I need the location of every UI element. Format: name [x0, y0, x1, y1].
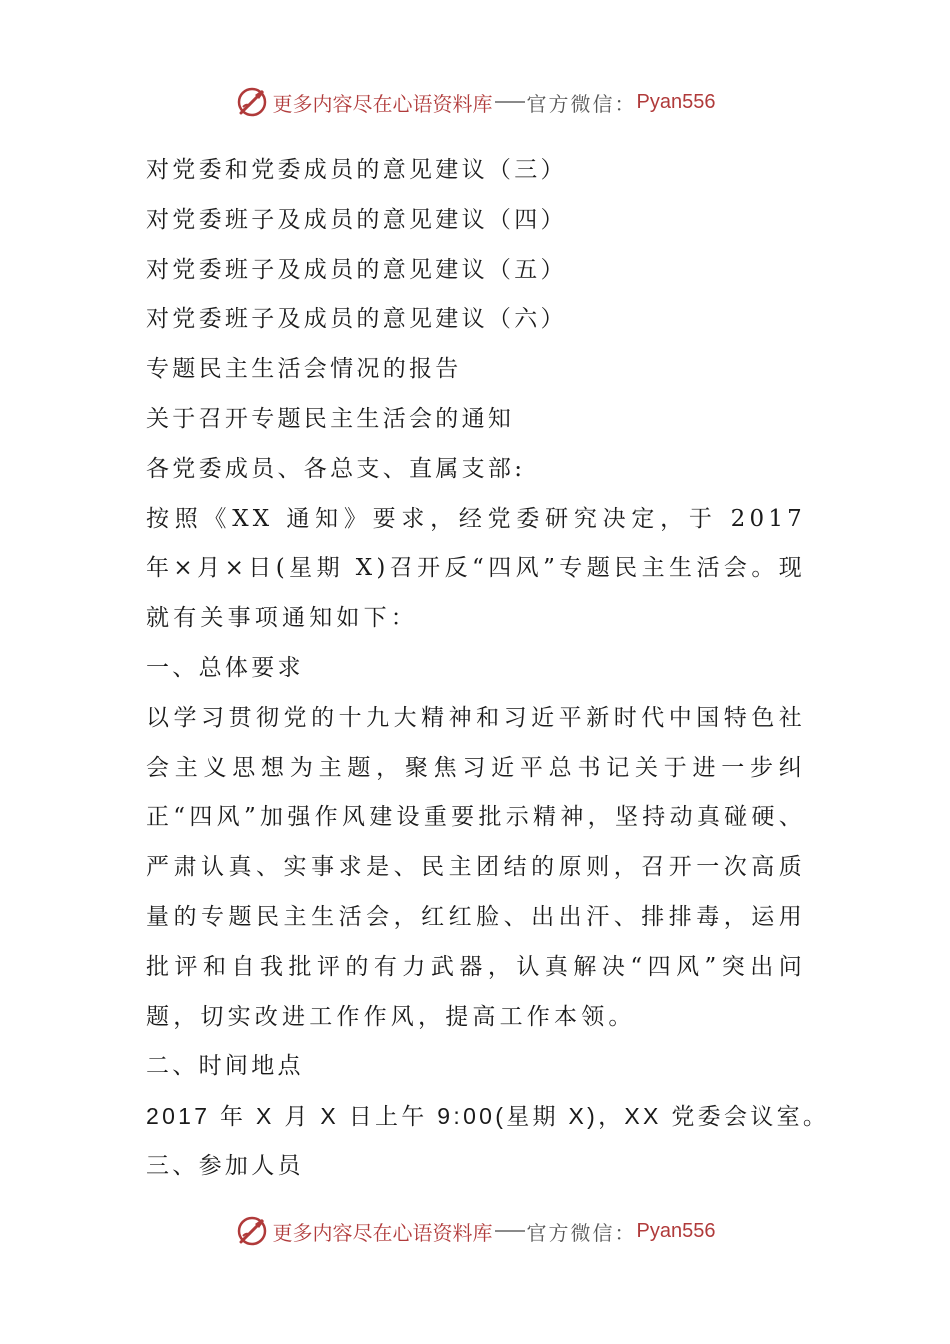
- doc-line: 专题民主生活会情况的报告: [146, 356, 462, 383]
- footer-banner: [0, 1211, 950, 1251]
- doc-line: 对党委班子及成员的意见建议（六）: [146, 306, 567, 333]
- banner-site-name: 更多内容尽在心语资料库: [272, 1220, 493, 1245]
- header-banner: [0, 82, 950, 122]
- banner-wechat-account: Pyan556: [636, 1219, 716, 1242]
- banner-site-name: 更多内容尽在心语资料库: [272, 91, 493, 116]
- requirements-paragraph: 以学习贯彻党的十九大精神和习近平新时代中国特色社会主义思想为主题，聚焦习近平总书记关于进一步纠正“四风”加强作风建设重要批示精神，坚持动真碰硬、严肃认真、实事求是、民主团结的原则，召开一次高质量的专题民主生活会，红红脸、出出汗、排排毒，运用批评和自我批评的有力武器，认真解决“四风”突出问题，切实改进工作作风，提高工作本领。: [146, 704, 806, 1030]
- time-location-text: 2017 年 X 月 X 日上午 9:00(星期 X)，XX 党委会议室。: [146, 1103, 830, 1130]
- banner-wechat-label: 官方微信：: [526, 1220, 637, 1245]
- banner-wechat-account: Pyan556: [636, 90, 716, 113]
- section-heading: 三、参加人员: [146, 1152, 304, 1179]
- pen-logo-icon: [235, 1214, 269, 1248]
- doc-line: 对党委班子及成员的意见建议（四）: [146, 206, 567, 233]
- banner-divider: [495, 1230, 525, 1232]
- pen-logo-icon: [235, 85, 269, 119]
- document-body: [146, 146, 830, 1192]
- banner-divider: [495, 101, 525, 103]
- section-heading: 一、总体要求: [146, 654, 304, 681]
- doc-line: 各党委成员、各总支、直属支部:: [146, 455, 526, 482]
- notice-paragraph: 按照《XX 通知》要求，经党委研究决定，于 2017 年×月×日(星期 X)召开反“四风”专题民主生活会。现就有关事项通知如下：: [146, 505, 806, 632]
- banner-wechat-label: 官方微信：: [526, 91, 637, 116]
- section-heading: 二、时间地点: [146, 1053, 304, 1080]
- doc-line: 对党委班子及成员的意见建议（五）: [146, 256, 567, 283]
- doc-line: 对党委和党委成员的意见建议（三）: [146, 157, 567, 183]
- doc-line: 关于召开专题民主生活会的通知: [146, 405, 515, 432]
